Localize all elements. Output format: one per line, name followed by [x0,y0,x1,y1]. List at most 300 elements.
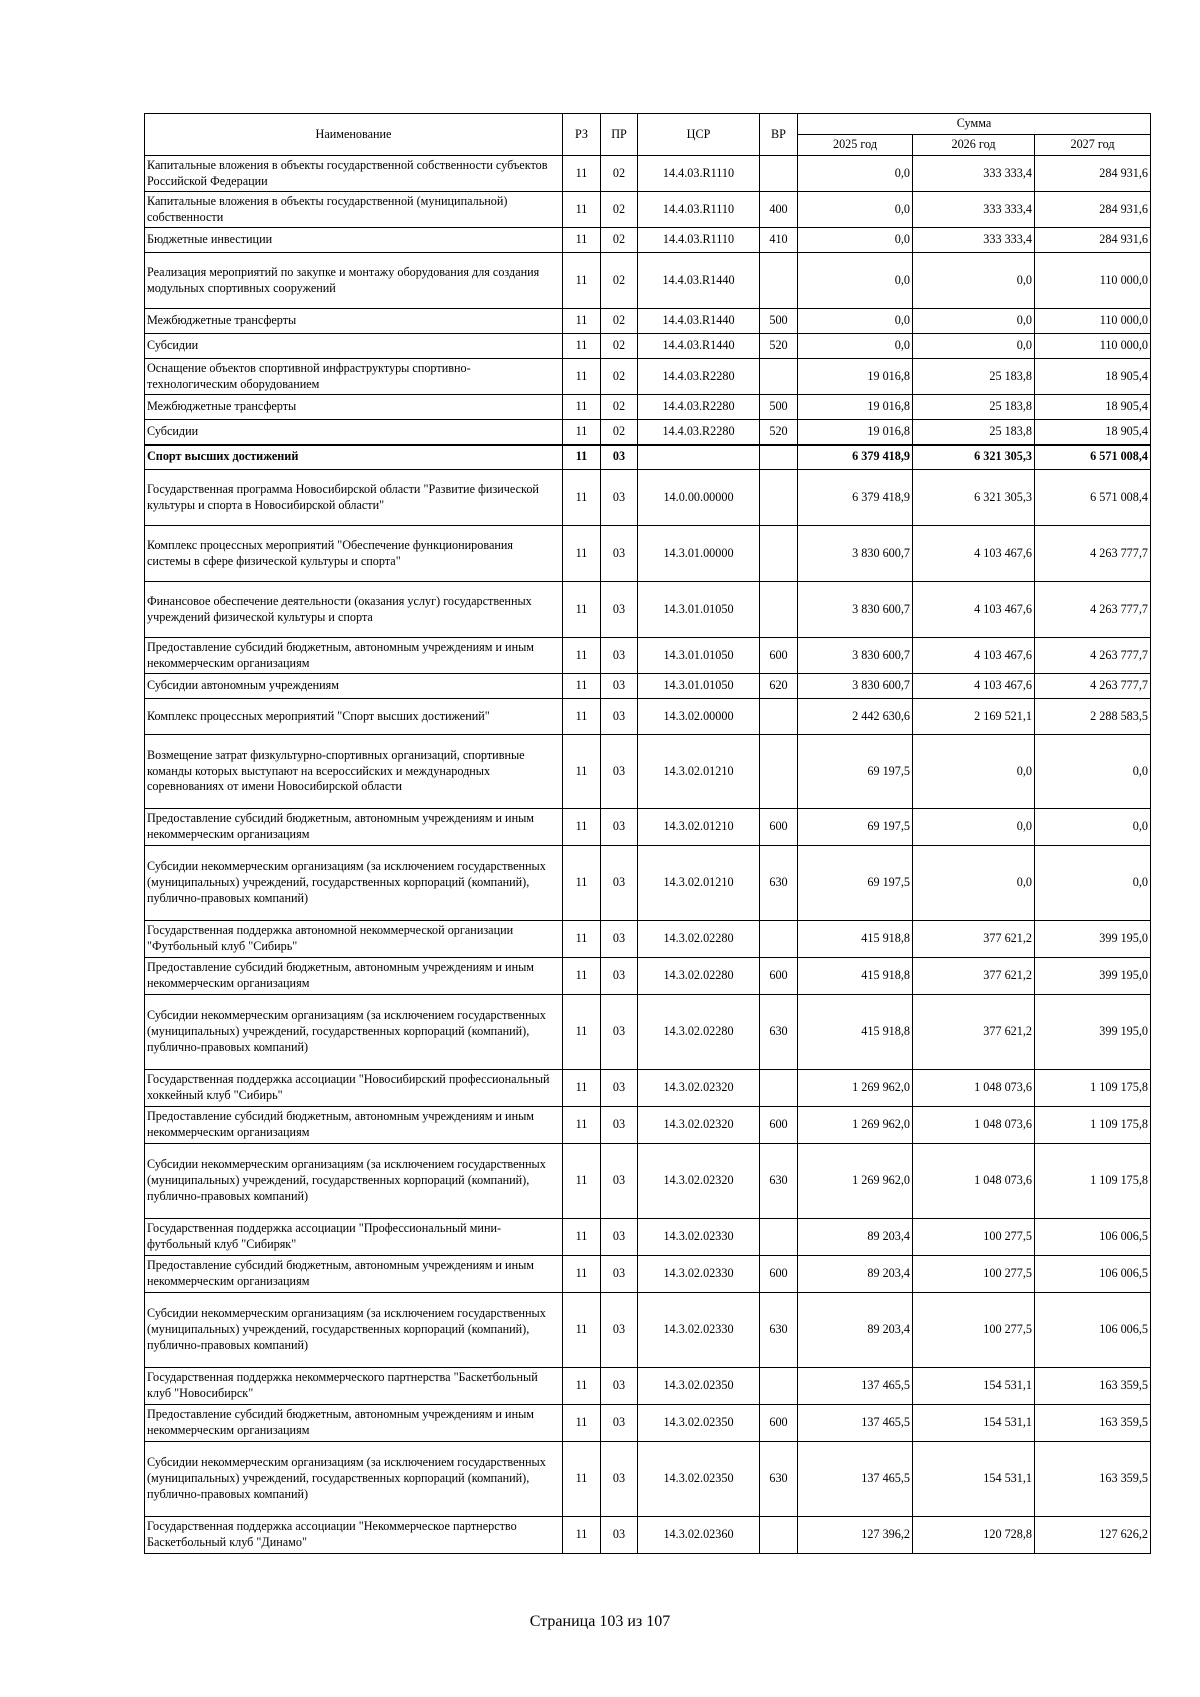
cell-pr: 03 [601,1219,638,1256]
cell-2027: 106 006,5 [1035,1256,1151,1293]
cell-csr: 14.3.02.02330 [638,1219,760,1256]
cell-csr: 14.3.02.01210 [638,846,760,921]
cell-2025: 89 203,4 [798,1293,913,1368]
header-vr: ВР [760,114,798,156]
table-row [145,1107,1151,1144]
cell-pr: 03 [601,526,638,582]
cell-name: Капитальные вложения в объекты государственной (муниципальной) собственности [145,192,563,228]
cell-csr: 14.4.03.R1110 [638,192,760,228]
table-row [145,156,1151,192]
cell-rz: 11 [563,526,601,582]
cell-2027: 0,0 [1035,809,1151,846]
cell-2025: 1 269 962,0 [798,1070,913,1107]
cell-rz: 11 [563,420,601,445]
cell-rz: 11 [563,809,601,846]
cell-2026: 100 277,5 [913,1219,1035,1256]
cell-rz: 11 [563,1107,601,1144]
cell-name: Предоставление субсидий бюджетным, автономным учреждениям и иным некоммерческим организациям [145,958,563,995]
cell-name: Предоставление субсидий бюджетным, автономным учреждениям и иным некоммерческим организациям [145,1405,563,1442]
cell-csr: 14.3.02.02320 [638,1070,760,1107]
cell-vr: 600 [760,809,798,846]
cell-2027: 4 263 777,7 [1035,638,1151,674]
header-csr: ЦСР [638,114,760,156]
cell-2027: 106 006,5 [1035,1219,1151,1256]
cell-2027: 399 195,0 [1035,958,1151,995]
cell-name: Финансовое обеспечение деятельности (оказания услуг) государственных учреждений физической культуры и спорта [145,582,563,638]
cell-rz: 11 [563,395,601,420]
cell-2025: 3 830 600,7 [798,674,913,699]
cell-2026: 333 333,4 [913,156,1035,192]
header-year-2025: 2025 год [798,135,913,156]
cell-name: Государственная поддержка автономной некоммерческой организации "Футбольный клуб "Сибирь" [145,921,563,958]
cell-csr: 14.4.03.R1440 [638,253,760,309]
cell-pr: 03 [601,846,638,921]
cell-rz: 11 [563,1070,601,1107]
cell-csr: 14.3.02.02280 [638,958,760,995]
cell-2027: 110 000,0 [1035,334,1151,359]
cell-csr: 14.3.02.02330 [638,1256,760,1293]
table-row [145,1442,1151,1517]
cell-rz: 11 [563,445,601,470]
cell-csr: 14.3.02.02280 [638,921,760,958]
cell-vr [760,699,798,735]
table-row [145,958,1151,995]
cell-rz: 11 [563,1256,601,1293]
cell-2027: 1 109 175,8 [1035,1144,1151,1219]
cell-2026: 4 103 467,6 [913,582,1035,638]
header-sum: Сумма [798,114,1151,135]
cell-csr: 14.3.02.02350 [638,1368,760,1405]
cell-2025: 2 442 630,6 [798,699,913,735]
cell-vr: 630 [760,1144,798,1219]
cell-2026: 333 333,4 [913,192,1035,228]
cell-2027: 284 931,6 [1035,228,1151,253]
cell-csr: 14.3.02.02360 [638,1517,760,1554]
cell-vr: 520 [760,420,798,445]
cell-name: Субсидии [145,420,563,445]
cell-2025: 137 465,5 [798,1405,913,1442]
table-row [145,638,1151,674]
cell-rz: 11 [563,735,601,809]
header-rz: РЗ [563,114,601,156]
cell-vr: 630 [760,1293,798,1368]
cell-csr: 14.4.03.R1110 [638,228,760,253]
cell-pr: 03 [601,638,638,674]
cell-2027: 399 195,0 [1035,921,1151,958]
cell-2027: 4 263 777,7 [1035,674,1151,699]
header-year-2027: 2027 год [1035,135,1151,156]
cell-vr [760,445,798,470]
cell-name: Субсидии некоммерческим организациям (за исключением государственных (муниципальных) учреждений, государственных корпораций (компаний), публично-правовых компаний) [145,1293,563,1368]
cell-rz: 11 [563,674,601,699]
cell-csr: 14.3.02.02320 [638,1107,760,1144]
cell-2025: 0,0 [798,309,913,334]
cell-name: Государственная программа Новосибирской области "Развитие физической культуры и спорта в Новосибирской области" [145,470,563,526]
cell-pr: 02 [601,192,638,228]
cell-rz: 11 [563,1219,601,1256]
cell-vr [760,359,798,395]
cell-rz: 11 [563,1293,601,1368]
cell-vr [760,470,798,526]
cell-name: Комплекс процессных мероприятий "Спорт высших достижений" [145,699,563,735]
table-row [145,1368,1151,1405]
cell-vr [760,253,798,309]
cell-name: Предоставление субсидий бюджетным, автономным учреждениям и иным некоммерческим организациям [145,1107,563,1144]
cell-2025: 0,0 [798,253,913,309]
cell-vr [760,1517,798,1554]
cell-2026: 0,0 [913,735,1035,809]
cell-rz: 11 [563,846,601,921]
cell-2027: 4 263 777,7 [1035,526,1151,582]
cell-csr: 14.3.02.02330 [638,1293,760,1368]
cell-rz: 11 [563,1405,601,1442]
cell-csr: 14.3.02.02350 [638,1405,760,1442]
cell-name: Капитальные вложения в объекты государственной собственности субъектов Российской Федерации [145,156,563,192]
cell-2027: 18 905,4 [1035,395,1151,420]
table-row [145,1405,1151,1442]
cell-csr: 14.3.02.02320 [638,1144,760,1219]
cell-vr: 600 [760,1256,798,1293]
cell-vr: 630 [760,1442,798,1517]
cell-2025: 127 396,2 [798,1517,913,1554]
cell-rz: 11 [563,156,601,192]
cell-vr [760,526,798,582]
cell-csr: 14.0.00.00000 [638,470,760,526]
table-row [145,674,1151,699]
cell-csr: 14.3.02.02280 [638,995,760,1070]
cell-2025: 137 465,5 [798,1442,913,1517]
cell-pr: 03 [601,1442,638,1517]
cell-name: Спорт высших достижений [145,445,563,470]
cell-2027: 110 000,0 [1035,309,1151,334]
cell-csr: 14.4.03.R2280 [638,420,760,445]
cell-pr: 03 [601,1293,638,1368]
cell-rz: 11 [563,359,601,395]
cell-pr: 03 [601,445,638,470]
cell-2025: 19 016,8 [798,395,913,420]
cell-2025: 6 379 418,9 [798,470,913,526]
cell-2027: 1 109 175,8 [1035,1107,1151,1144]
header-pr: ПР [601,114,638,156]
cell-name: Субсидии некоммерческим организациям (за исключением государственных (муниципальных) учреждений, государственных корпораций (компаний), публично-правовых компаний) [145,846,563,921]
cell-vr: 630 [760,846,798,921]
cell-name: Государственная поддержка некоммерческого партнерства "Баскетбольный клуб "Новосибирск" [145,1368,563,1405]
cell-csr: 14.3.01.00000 [638,526,760,582]
cell-csr: 14.4.03.R2280 [638,359,760,395]
cell-2027: 4 263 777,7 [1035,582,1151,638]
cell-2026: 377 621,2 [913,958,1035,995]
cell-pr: 03 [601,1256,638,1293]
cell-rz: 11 [563,334,601,359]
cell-2026: 2 169 521,1 [913,699,1035,735]
cell-2027: 284 931,6 [1035,192,1151,228]
cell-2026: 25 183,8 [913,420,1035,445]
cell-name: Межбюджетные трансферты [145,395,563,420]
cell-pr: 03 [601,958,638,995]
cell-pr: 03 [601,921,638,958]
table-row [145,699,1151,735]
cell-name: Предоставление субсидий бюджетным, автономным учреждениям и иным некоммерческим организациям [145,809,563,846]
cell-2027: 163 359,5 [1035,1405,1151,1442]
cell-csr: 14.4.03.R1440 [638,309,760,334]
cell-vr [760,1070,798,1107]
cell-pr: 02 [601,359,638,395]
cell-pr: 03 [601,809,638,846]
cell-2025: 3 830 600,7 [798,582,913,638]
cell-vr: 500 [760,395,798,420]
cell-2026: 333 333,4 [913,228,1035,253]
cell-2026: 154 531,1 [913,1405,1035,1442]
table-header-row [145,114,1151,135]
cell-2026: 1 048 073,6 [913,1144,1035,1219]
cell-csr: 14.4.03.R1440 [638,334,760,359]
cell-2027: 399 195,0 [1035,995,1151,1070]
cell-pr: 03 [601,1405,638,1442]
cell-vr: 600 [760,638,798,674]
cell-pr: 02 [601,253,638,309]
cell-rz: 11 [563,638,601,674]
cell-name: Бюджетные инвестиции [145,228,563,253]
cell-rz: 11 [563,995,601,1070]
cell-pr: 03 [601,699,638,735]
cell-pr: 02 [601,156,638,192]
cell-2025: 1 269 962,0 [798,1144,913,1219]
cell-name: Комплекс процессных мероприятий "Обеспечение функционирования системы в сфере физической культуры и спорта" [145,526,563,582]
table-row [145,445,1151,470]
cell-csr [638,445,760,470]
table-row [145,582,1151,638]
cell-2026: 377 621,2 [913,995,1035,1070]
cell-csr: 14.3.02.01210 [638,735,760,809]
cell-vr: 600 [760,958,798,995]
cell-2026: 4 103 467,6 [913,638,1035,674]
cell-2027: 284 931,6 [1035,156,1151,192]
cell-name: Субсидии [145,334,563,359]
cell-name: Межбюджетные трансферты [145,309,563,334]
cell-rz: 11 [563,192,601,228]
cell-2025: 69 197,5 [798,735,913,809]
cell-2027: 2 288 583,5 [1035,699,1151,735]
table-row [145,809,1151,846]
cell-name: Оснащение объектов спортивной инфраструктуры спортивно-технологическим оборудованием [145,359,563,395]
cell-2025: 0,0 [798,192,913,228]
cell-2025: 137 465,5 [798,1368,913,1405]
cell-rz: 11 [563,470,601,526]
cell-name: Возмещение затрат физкультурно-спортивных организаций, спортивные команды которых выступают на всероссийских и международных соревнованиях от имени Новосибирской области [145,735,563,809]
cell-name: Реализация мероприятий по закупке и монтажу оборудования для создания модульных спортивных сооружений [145,253,563,309]
table-row [145,526,1151,582]
cell-pr: 03 [601,470,638,526]
cell-rz: 11 [563,699,601,735]
cell-2025: 89 203,4 [798,1219,913,1256]
cell-2026: 4 103 467,6 [913,674,1035,699]
cell-vr: 400 [760,192,798,228]
table-row [145,359,1151,395]
cell-name: Субсидии автономным учреждениям [145,674,563,699]
cell-name: Субсидии некоммерческим организациям (за исключением государственных (муниципальных) учреждений, государственных корпораций (компаний), публично-правовых компаний) [145,1442,563,1517]
cell-pr: 03 [601,674,638,699]
cell-2026: 1 048 073,6 [913,1070,1035,1107]
cell-pr: 03 [601,1517,638,1554]
table-row [145,1517,1151,1554]
cell-pr: 03 [601,1368,638,1405]
page-number: Страница 103 из 107 [529,1613,671,1630]
cell-pr: 03 [601,582,638,638]
table-row [145,1070,1151,1107]
cell-vr: 600 [760,1405,798,1442]
cell-2026: 154 531,1 [913,1368,1035,1405]
cell-rz: 11 [563,921,601,958]
budget-table [144,113,1151,1554]
cell-2027: 163 359,5 [1035,1442,1151,1517]
cell-pr: 03 [601,1070,638,1107]
cell-2027: 18 905,4 [1035,420,1151,445]
table-row [145,334,1151,359]
cell-vr [760,921,798,958]
cell-2025: 0,0 [798,334,913,359]
cell-pr: 03 [601,995,638,1070]
cell-2025: 69 197,5 [798,809,913,846]
cell-2026: 0,0 [913,846,1035,921]
cell-rz: 11 [563,228,601,253]
cell-2027: 127 626,2 [1035,1517,1151,1554]
cell-vr [760,735,798,809]
cell-vr [760,582,798,638]
cell-csr: 14.3.02.01210 [638,809,760,846]
cell-vr [760,1368,798,1405]
cell-2027: 106 006,5 [1035,1293,1151,1368]
table-row [145,395,1151,420]
cell-2025: 6 379 418,9 [798,445,913,470]
cell-name: Субсидии некоммерческим организациям (за исключением государственных (муниципальных) учреждений, государственных корпораций (компаний), публично-правовых компаний) [145,995,563,1070]
cell-2027: 6 571 008,4 [1035,445,1151,470]
table-body [145,156,1151,1554]
budget-table-container [144,113,1150,1554]
cell-2025: 3 830 600,7 [798,638,913,674]
cell-vr [760,1219,798,1256]
table-row [145,1219,1151,1256]
cell-2026: 154 531,1 [913,1442,1035,1517]
cell-2027: 163 359,5 [1035,1368,1151,1405]
cell-rz: 11 [563,253,601,309]
cell-vr: 500 [760,309,798,334]
header-name: Наименование [145,114,563,156]
cell-2025: 1 269 962,0 [798,1107,913,1144]
table-row [145,470,1151,526]
cell-2027: 18 905,4 [1035,359,1151,395]
table-row [145,228,1151,253]
cell-2026: 100 277,5 [913,1293,1035,1368]
cell-2025: 69 197,5 [798,846,913,921]
cell-vr: 410 [760,228,798,253]
table-row [145,1293,1151,1368]
cell-csr: 14.3.01.01050 [638,638,760,674]
cell-rz: 11 [563,1144,601,1219]
cell-rz: 11 [563,1517,601,1554]
cell-csr: 14.3.02.02350 [638,1442,760,1517]
cell-vr: 600 [760,1107,798,1144]
cell-2026: 4 103 467,6 [913,526,1035,582]
cell-pr: 02 [601,420,638,445]
cell-2025: 415 918,8 [798,958,913,995]
cell-vr [760,156,798,192]
cell-name: Предоставление субсидий бюджетным, автономным учреждениям и иным некоммерческим организациям [145,638,563,674]
cell-2026: 0,0 [913,309,1035,334]
cell-2025: 19 016,8 [798,420,913,445]
cell-2025: 415 918,8 [798,921,913,958]
cell-vr: 630 [760,995,798,1070]
cell-vr: 620 [760,674,798,699]
cell-name: Государственная поддержка ассоциации "Некоммерческое партнерство Баскетбольный клуб "Динамо" [145,1517,563,1554]
cell-2025: 0,0 [798,228,913,253]
cell-pr: 02 [601,309,638,334]
cell-rz: 11 [563,958,601,995]
cell-2026: 0,0 [913,809,1035,846]
cell-2027: 6 571 008,4 [1035,470,1151,526]
cell-2027: 0,0 [1035,846,1151,921]
cell-csr: 14.3.01.01050 [638,674,760,699]
cell-rz: 11 [563,1368,601,1405]
table-row [145,192,1151,228]
cell-vr: 520 [760,334,798,359]
cell-pr: 02 [601,395,638,420]
cell-rz: 11 [563,582,601,638]
cell-csr: 14.3.02.00000 [638,699,760,735]
cell-2026: 100 277,5 [913,1256,1035,1293]
cell-pr: 02 [601,334,638,359]
cell-2027: 1 109 175,8 [1035,1070,1151,1107]
table-row [145,420,1151,445]
cell-2025: 415 918,8 [798,995,913,1070]
table-row [145,921,1151,958]
cell-2025: 3 830 600,7 [798,526,913,582]
table-row [145,309,1151,334]
cell-pr: 03 [601,1107,638,1144]
table-row [145,846,1151,921]
cell-2026: 120 728,8 [913,1517,1035,1554]
cell-name: Государственная поддержка ассоциации "Профессиональный мини-футбольный клуб "Сибиряк" [145,1219,563,1256]
table-row [145,1256,1151,1293]
cell-2026: 0,0 [913,334,1035,359]
cell-pr: 02 [601,228,638,253]
cell-name: Субсидии некоммерческим организациям (за исключением государственных (муниципальных) учреждений, государственных корпораций (компаний), публично-правовых компаний) [145,1144,563,1219]
cell-name: Предоставление субсидий бюджетным, автономным учреждениям и иным некоммерческим организациям [145,1256,563,1293]
cell-csr: 14.3.01.01050 [638,582,760,638]
cell-2026: 0,0 [913,253,1035,309]
cell-2027: 110 000,0 [1035,253,1151,309]
table-row [145,995,1151,1070]
cell-2026: 1 048 073,6 [913,1107,1035,1144]
cell-2026: 6 321 305,3 [913,445,1035,470]
cell-pr: 03 [601,1144,638,1219]
cell-2027: 0,0 [1035,735,1151,809]
header-year-2026: 2026 год [913,135,1035,156]
cell-csr: 14.4.03.R1110 [638,156,760,192]
table-row [145,1144,1151,1219]
table-row [145,735,1151,809]
cell-2026: 25 183,8 [913,395,1035,420]
cell-pr: 03 [601,735,638,809]
cell-2026: 25 183,8 [913,359,1035,395]
cell-2025: 0,0 [798,156,913,192]
cell-rz: 11 [563,309,601,334]
cell-csr: 14.4.03.R2280 [638,395,760,420]
cell-rz: 11 [563,1442,601,1517]
cell-2025: 19 016,8 [798,359,913,395]
cell-name: Государственная поддержка ассоциации "Новосибирский профессиональный хоккейный клуб "Сибирь" [145,1070,563,1107]
cell-2026: 6 321 305,3 [913,470,1035,526]
table-row [145,253,1151,309]
